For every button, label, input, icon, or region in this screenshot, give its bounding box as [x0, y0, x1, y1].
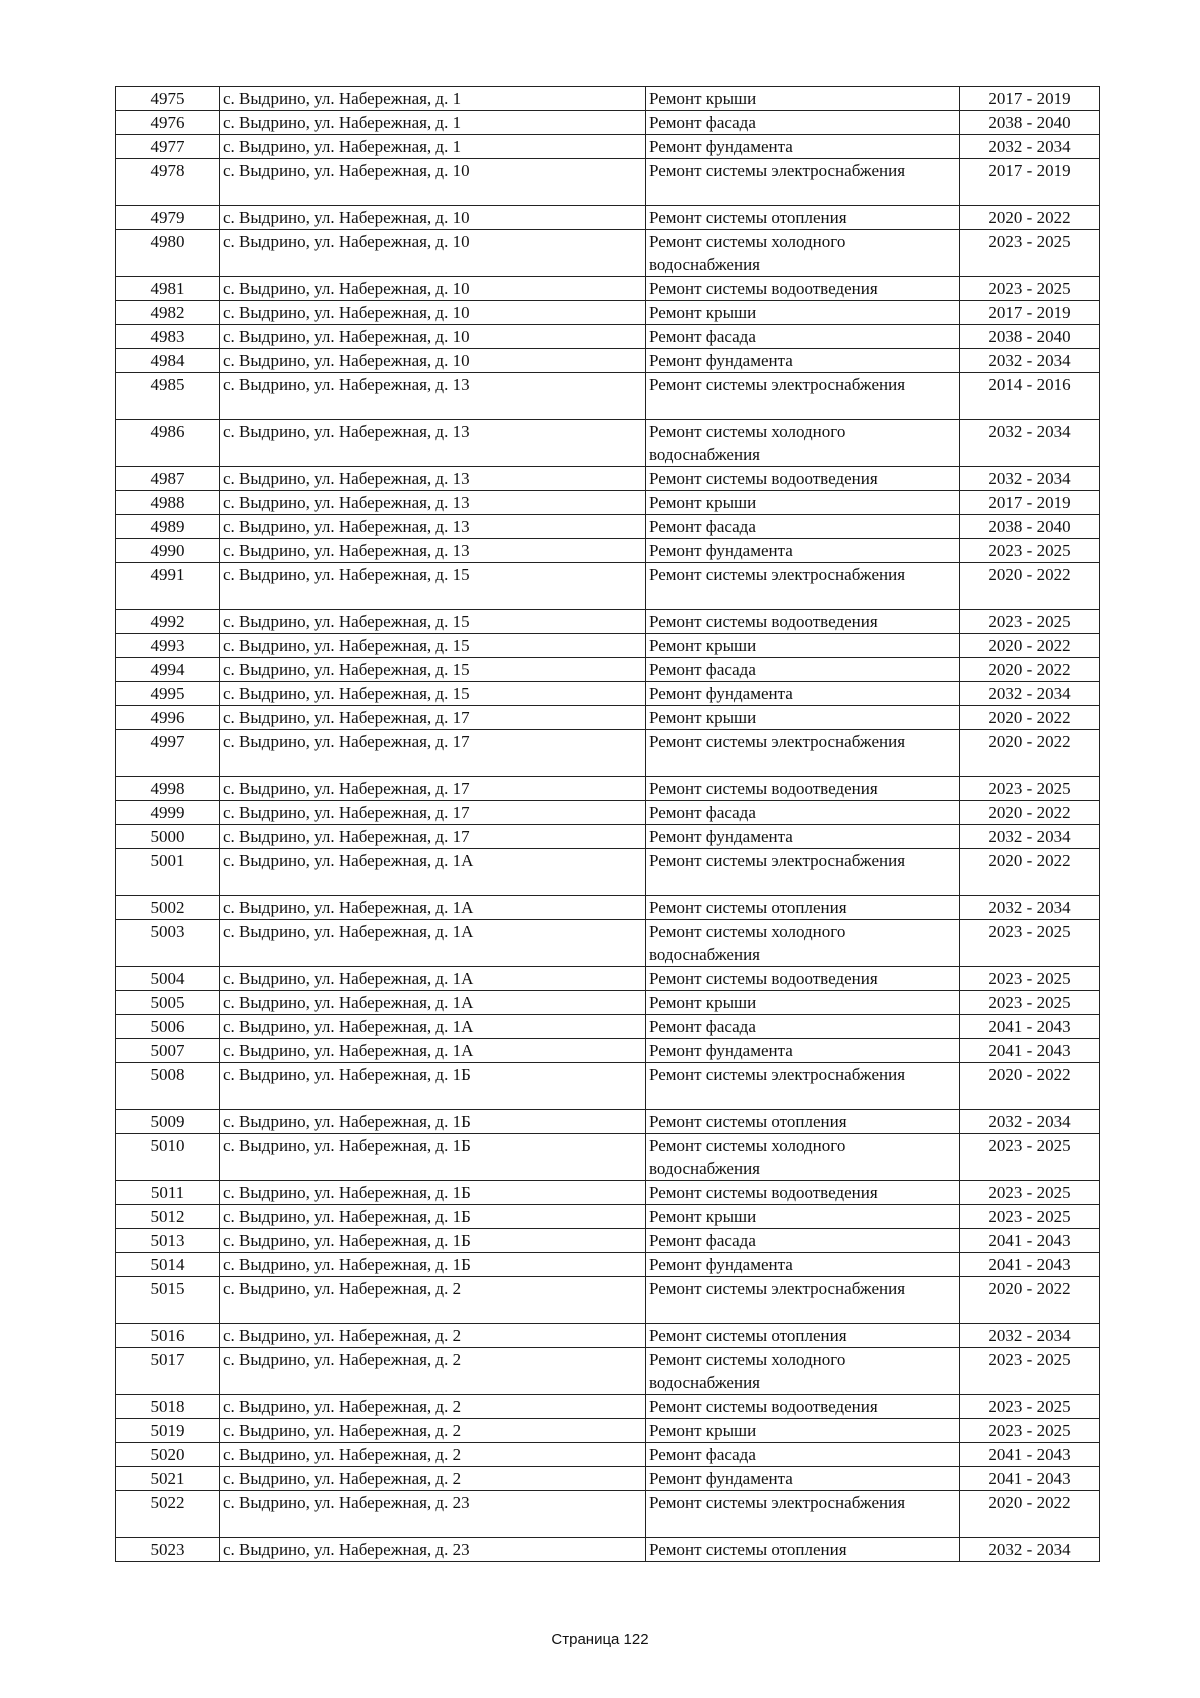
table-row — [116, 1538, 1100, 1562]
row-number-cell: 4977 — [116, 135, 220, 159]
address-cell: с. Выдрино, ул. Набережная, д. 17 — [220, 777, 646, 801]
row-number-cell: 4987 — [116, 467, 220, 491]
period-cell: 2020 - 2022 — [960, 206, 1100, 230]
row-number-cell: 5012 — [116, 1205, 220, 1229]
work-type-cell: Ремонт фундамента — [646, 1253, 960, 1277]
table-row — [116, 991, 1100, 1015]
period-cell: 2020 - 2022 — [960, 730, 1100, 777]
period-cell: 2020 - 2022 — [960, 849, 1100, 896]
work-type-cell: Ремонт системы электроснабжения — [646, 1277, 960, 1324]
work-type-cell: Ремонт системы электроснабжения — [646, 373, 960, 420]
work-type-cell: Ремонт крыши — [646, 301, 960, 325]
address-cell: с. Выдрино, ул. Набережная, д. 13 — [220, 373, 646, 420]
address-cell: с. Выдрино, ул. Набережная, д. 17 — [220, 801, 646, 825]
row-number-cell: 5019 — [116, 1419, 220, 1443]
address-cell: с. Выдрино, ул. Набережная, д. 1А — [220, 967, 646, 991]
address-cell: с. Выдрино, ул. Набережная, д. 23 — [220, 1491, 646, 1538]
row-number-cell: 5011 — [116, 1181, 220, 1205]
work-type-cell: Ремонт системы холодного водоснабжения — [646, 420, 960, 467]
work-type-cell: Ремонт системы электроснабжения — [646, 563, 960, 610]
address-cell: с. Выдрино, ул. Набережная, д. 10 — [220, 349, 646, 373]
table-row — [116, 682, 1100, 706]
table-row — [116, 1134, 1100, 1181]
row-number-cell: 5000 — [116, 825, 220, 849]
table-row — [116, 634, 1100, 658]
row-number-cell: 5020 — [116, 1443, 220, 1467]
table-row — [116, 849, 1100, 896]
table-row — [116, 349, 1100, 373]
table-row — [116, 1277, 1100, 1324]
period-cell: 2023 - 2025 — [960, 1419, 1100, 1443]
table-row — [116, 563, 1100, 610]
work-type-cell: Ремонт системы водоотведения — [646, 467, 960, 491]
table-row — [116, 967, 1100, 991]
address-cell: с. Выдрино, ул. Набережная, д. 10 — [220, 325, 646, 349]
period-cell: 2017 - 2019 — [960, 159, 1100, 206]
address-cell: с. Выдрино, ул. Набережная, д. 1А — [220, 920, 646, 967]
row-number-cell: 5015 — [116, 1277, 220, 1324]
table-row — [116, 539, 1100, 563]
work-type-cell: Ремонт системы отопления — [646, 896, 960, 920]
row-number-cell: 5004 — [116, 967, 220, 991]
row-number-cell: 5008 — [116, 1063, 220, 1110]
row-number-cell: 5006 — [116, 1015, 220, 1039]
row-number-cell: 4998 — [116, 777, 220, 801]
work-type-cell: Ремонт фундамента — [646, 682, 960, 706]
address-cell: с. Выдрино, ул. Набережная, д. 2 — [220, 1324, 646, 1348]
address-cell: с. Выдрино, ул. Набережная, д. 17 — [220, 706, 646, 730]
row-number-cell: 4991 — [116, 563, 220, 610]
address-cell: с. Выдрино, ул. Набережная, д. 10 — [220, 206, 646, 230]
address-cell: с. Выдрино, ул. Набережная, д. 10 — [220, 301, 646, 325]
period-cell: 2041 - 2043 — [960, 1039, 1100, 1063]
address-cell: с. Выдрино, ул. Набережная, д. 1А — [220, 849, 646, 896]
table-row — [116, 1419, 1100, 1443]
table-row — [116, 1324, 1100, 1348]
work-type-cell: Ремонт крыши — [646, 634, 960, 658]
row-number-cell: 4994 — [116, 658, 220, 682]
table-row — [116, 1467, 1100, 1491]
work-type-cell: Ремонт системы отопления — [646, 1538, 960, 1562]
table-row — [116, 1253, 1100, 1277]
work-type-cell: Ремонт системы холодного водоснабжения — [646, 1134, 960, 1181]
address-cell: с. Выдрино, ул. Набережная, д. 2 — [220, 1395, 646, 1419]
table-row — [116, 420, 1100, 467]
period-cell: 2041 - 2043 — [960, 1253, 1100, 1277]
page-number: Страница 122 — [551, 1631, 649, 1648]
work-type-cell: Ремонт фасада — [646, 515, 960, 539]
table-row — [116, 1110, 1100, 1134]
address-cell: с. Выдрино, ул. Набережная, д. 10 — [220, 277, 646, 301]
address-cell: с. Выдрино, ул. Набережная, д. 10 — [220, 230, 646, 277]
address-cell: с. Выдрино, ул. Набережная, д. 1А — [220, 1015, 646, 1039]
address-cell: с. Выдрино, ул. Набережная, д. 1Б — [220, 1253, 646, 1277]
table-row — [116, 325, 1100, 349]
work-type-cell: Ремонт системы отопления — [646, 206, 960, 230]
work-type-cell: Ремонт крыши — [646, 706, 960, 730]
row-number-cell: 5022 — [116, 1491, 220, 1538]
row-number-cell: 4989 — [116, 515, 220, 539]
period-cell: 2023 - 2025 — [960, 1205, 1100, 1229]
address-cell: с. Выдрино, ул. Набережная, д. 2 — [220, 1277, 646, 1324]
repair-schedule-table — [115, 86, 1100, 1562]
table-row — [116, 373, 1100, 420]
address-cell: с. Выдрино, ул. Набережная, д. 13 — [220, 420, 646, 467]
table-row — [116, 467, 1100, 491]
row-number-cell: 4986 — [116, 420, 220, 467]
period-cell: 2041 - 2043 — [960, 1443, 1100, 1467]
period-cell: 2020 - 2022 — [960, 801, 1100, 825]
period-cell: 2032 - 2034 — [960, 1538, 1100, 1562]
period-cell: 2032 - 2034 — [960, 420, 1100, 467]
work-type-cell: Ремонт фасада — [646, 111, 960, 135]
period-cell: 2041 - 2043 — [960, 1467, 1100, 1491]
address-cell: с. Выдрино, ул. Набережная, д. 23 — [220, 1538, 646, 1562]
row-number-cell: 4988 — [116, 491, 220, 515]
row-number-cell: 4980 — [116, 230, 220, 277]
period-cell: 2032 - 2034 — [960, 682, 1100, 706]
period-cell: 2038 - 2040 — [960, 325, 1100, 349]
work-type-cell: Ремонт крыши — [646, 1205, 960, 1229]
address-cell: с. Выдрино, ул. Набережная, д. 15 — [220, 610, 646, 634]
work-type-cell: Ремонт системы холодного водоснабжения — [646, 230, 960, 277]
work-type-cell: Ремонт фасада — [646, 658, 960, 682]
address-cell: с. Выдрино, ул. Набережная, д. 17 — [220, 730, 646, 777]
period-cell: 2038 - 2040 — [960, 515, 1100, 539]
row-number-cell: 4993 — [116, 634, 220, 658]
period-cell: 2023 - 2025 — [960, 539, 1100, 563]
row-number-cell: 4995 — [116, 682, 220, 706]
period-cell: 2023 - 2025 — [960, 1348, 1100, 1395]
address-cell: с. Выдрино, ул. Набережная, д. 15 — [220, 658, 646, 682]
work-type-cell: Ремонт фасада — [646, 801, 960, 825]
address-cell: с. Выдрино, ул. Набережная, д. 1А — [220, 991, 646, 1015]
period-cell: 2041 - 2043 — [960, 1229, 1100, 1253]
row-number-cell: 4999 — [116, 801, 220, 825]
period-cell: 2023 - 2025 — [960, 277, 1100, 301]
period-cell: 2032 - 2034 — [960, 896, 1100, 920]
address-cell: с. Выдрино, ул. Набережная, д. 1Б — [220, 1134, 646, 1181]
period-cell: 2017 - 2019 — [960, 301, 1100, 325]
work-type-cell: Ремонт фундамента — [646, 825, 960, 849]
table-row — [116, 801, 1100, 825]
address-cell: с. Выдрино, ул. Набережная, д. 1 — [220, 135, 646, 159]
table-row — [116, 706, 1100, 730]
table-row — [116, 1063, 1100, 1110]
address-cell: с. Выдрино, ул. Набережная, д. 13 — [220, 491, 646, 515]
work-type-cell: Ремонт системы водоотведения — [646, 610, 960, 634]
period-cell: 2014 - 2016 — [960, 373, 1100, 420]
row-number-cell: 4976 — [116, 111, 220, 135]
work-type-cell: Ремонт фасада — [646, 325, 960, 349]
work-type-cell: Ремонт системы электроснабжения — [646, 849, 960, 896]
table-row — [116, 896, 1100, 920]
row-number-cell: 5005 — [116, 991, 220, 1015]
address-cell: с. Выдрино, ул. Набережная, д. 1Б — [220, 1205, 646, 1229]
row-number-cell: 4984 — [116, 349, 220, 373]
work-type-cell: Ремонт фундамента — [646, 1467, 960, 1491]
row-number-cell: 5007 — [116, 1039, 220, 1063]
work-type-cell: Ремонт фасада — [646, 1015, 960, 1039]
period-cell: 2032 - 2034 — [960, 1324, 1100, 1348]
address-cell: с. Выдрино, ул. Набережная, д. 1Б — [220, 1063, 646, 1110]
row-number-cell: 4982 — [116, 301, 220, 325]
work-type-cell: Ремонт системы электроснабжения — [646, 730, 960, 777]
period-cell: 2032 - 2034 — [960, 1110, 1100, 1134]
period-cell: 2023 - 2025 — [960, 991, 1100, 1015]
work-type-cell: Ремонт системы холодного водоснабжения — [646, 920, 960, 967]
row-number-cell: 4992 — [116, 610, 220, 634]
row-number-cell: 5013 — [116, 1229, 220, 1253]
work-type-cell: Ремонт системы отопления — [646, 1110, 960, 1134]
period-cell: 2032 - 2034 — [960, 467, 1100, 491]
address-cell: с. Выдрино, ул. Набережная, д. 15 — [220, 634, 646, 658]
address-cell: с. Выдрино, ул. Набережная, д. 1 — [220, 87, 646, 111]
address-cell: с. Выдрино, ул. Набережная, д. 1А — [220, 896, 646, 920]
table-row — [116, 1395, 1100, 1419]
period-cell: 2020 - 2022 — [960, 634, 1100, 658]
work-type-cell: Ремонт крыши — [646, 1419, 960, 1443]
row-number-cell: 5023 — [116, 1538, 220, 1562]
table-row — [116, 1443, 1100, 1467]
row-number-cell: 5018 — [116, 1395, 220, 1419]
address-cell: с. Выдрино, ул. Набережная, д. 2 — [220, 1467, 646, 1491]
address-cell: с. Выдрино, ул. Набережная, д. 13 — [220, 539, 646, 563]
work-type-cell: Ремонт системы водоотведения — [646, 277, 960, 301]
table-row — [116, 1181, 1100, 1205]
period-cell: 2017 - 2019 — [960, 491, 1100, 515]
period-cell: 2038 - 2040 — [960, 111, 1100, 135]
work-type-cell: Ремонт крыши — [646, 991, 960, 1015]
table-row — [116, 159, 1100, 206]
period-cell: 2020 - 2022 — [960, 658, 1100, 682]
period-cell: 2023 - 2025 — [960, 777, 1100, 801]
table-row — [116, 1491, 1100, 1538]
row-number-cell: 5014 — [116, 1253, 220, 1277]
table-row — [116, 301, 1100, 325]
work-type-cell: Ремонт фасада — [646, 1443, 960, 1467]
address-cell: с. Выдрино, ул. Набережная, д. 1А — [220, 1039, 646, 1063]
work-type-cell: Ремонт системы водоотведения — [646, 967, 960, 991]
address-cell: с. Выдрино, ул. Набережная, д. 1 — [220, 111, 646, 135]
work-type-cell: Ремонт системы водоотведения — [646, 777, 960, 801]
row-number-cell: 4981 — [116, 277, 220, 301]
row-number-cell: 5002 — [116, 896, 220, 920]
period-cell: 2023 - 2025 — [960, 610, 1100, 634]
row-number-cell: 5001 — [116, 849, 220, 896]
address-cell: с. Выдрино, ул. Набережная, д. 2 — [220, 1348, 646, 1395]
table-row — [116, 1015, 1100, 1039]
table-row — [116, 111, 1100, 135]
row-number-cell: 5009 — [116, 1110, 220, 1134]
table-body — [116, 87, 1100, 1562]
period-cell: 2020 - 2022 — [960, 706, 1100, 730]
row-number-cell: 4975 — [116, 87, 220, 111]
work-type-cell: Ремонт системы электроснабжения — [646, 159, 960, 206]
table-row — [116, 777, 1100, 801]
period-cell: 2023 - 2025 — [960, 1134, 1100, 1181]
row-number-cell: 4983 — [116, 325, 220, 349]
period-cell: 2041 - 2043 — [960, 1015, 1100, 1039]
table-row — [116, 658, 1100, 682]
period-cell: 2032 - 2034 — [960, 825, 1100, 849]
address-cell: с. Выдрино, ул. Набережная, д. 1Б — [220, 1181, 646, 1205]
period-cell: 2023 - 2025 — [960, 967, 1100, 991]
table-row — [116, 1039, 1100, 1063]
period-cell: 2032 - 2034 — [960, 135, 1100, 159]
work-type-cell: Ремонт фасада — [646, 1229, 960, 1253]
work-type-cell: Ремонт системы электроснабжения — [646, 1063, 960, 1110]
row-number-cell: 4997 — [116, 730, 220, 777]
address-cell: с. Выдрино, ул. Набережная, д. 10 — [220, 159, 646, 206]
row-number-cell: 4996 — [116, 706, 220, 730]
work-type-cell: Ремонт системы водоотведения — [646, 1181, 960, 1205]
table-row — [116, 135, 1100, 159]
address-cell: с. Выдрино, ул. Набережная, д. 1Б — [220, 1229, 646, 1253]
table-row — [116, 610, 1100, 634]
period-cell: 2023 - 2025 — [960, 920, 1100, 967]
row-number-cell: 4979 — [116, 206, 220, 230]
period-cell: 2023 - 2025 — [960, 1395, 1100, 1419]
table-row — [116, 206, 1100, 230]
period-cell: 2032 - 2034 — [960, 349, 1100, 373]
row-number-cell: 5003 — [116, 920, 220, 967]
period-cell: 2020 - 2022 — [960, 1277, 1100, 1324]
table-row — [116, 1229, 1100, 1253]
work-type-cell: Ремонт фундамента — [646, 135, 960, 159]
period-cell: 2017 - 2019 — [960, 87, 1100, 111]
work-type-cell: Ремонт фундамента — [646, 1039, 960, 1063]
period-cell: 2023 - 2025 — [960, 230, 1100, 277]
table-row — [116, 230, 1100, 277]
work-type-cell: Ремонт фундамента — [646, 349, 960, 373]
table-row — [116, 87, 1100, 111]
work-type-cell: Ремонт фундамента — [646, 539, 960, 563]
table-row — [116, 491, 1100, 515]
work-type-cell: Ремонт системы холодного водоснабжения — [646, 1348, 960, 1395]
work-type-cell: Ремонт крыши — [646, 87, 960, 111]
address-cell: с. Выдрино, ул. Набережная, д. 13 — [220, 515, 646, 539]
address-cell: с. Выдрино, ул. Набережная, д. 17 — [220, 825, 646, 849]
table-row — [116, 1348, 1100, 1395]
work-type-cell: Ремонт системы электроснабжения — [646, 1491, 960, 1538]
table-row — [116, 730, 1100, 777]
table-row — [116, 515, 1100, 539]
address-cell: с. Выдрино, ул. Набережная, д. 2 — [220, 1419, 646, 1443]
row-number-cell: 5016 — [116, 1324, 220, 1348]
period-cell: 2020 - 2022 — [960, 1063, 1100, 1110]
address-cell: с. Выдрино, ул. Набережная, д. 1Б — [220, 1110, 646, 1134]
work-type-cell: Ремонт системы водоотведения — [646, 1395, 960, 1419]
work-type-cell: Ремонт крыши — [646, 491, 960, 515]
row-number-cell: 5021 — [116, 1467, 220, 1491]
address-cell: с. Выдрино, ул. Набережная, д. 13 — [220, 467, 646, 491]
row-number-cell: 4978 — [116, 159, 220, 206]
table-row — [116, 920, 1100, 967]
address-cell: с. Выдрино, ул. Набережная, д. 15 — [220, 682, 646, 706]
table-row — [116, 825, 1100, 849]
address-cell: с. Выдрино, ул. Набережная, д. 2 — [220, 1443, 646, 1467]
table-row — [116, 277, 1100, 301]
period-cell: 2023 - 2025 — [960, 1181, 1100, 1205]
row-number-cell: 4985 — [116, 373, 220, 420]
period-cell: 2020 - 2022 — [960, 1491, 1100, 1538]
work-type-cell: Ремонт системы отопления — [646, 1324, 960, 1348]
row-number-cell: 5017 — [116, 1348, 220, 1395]
table-row — [116, 1205, 1100, 1229]
address-cell: с. Выдрино, ул. Набережная, д. 15 — [220, 563, 646, 610]
row-number-cell: 4990 — [116, 539, 220, 563]
row-number-cell: 5010 — [116, 1134, 220, 1181]
period-cell: 2020 - 2022 — [960, 563, 1100, 610]
